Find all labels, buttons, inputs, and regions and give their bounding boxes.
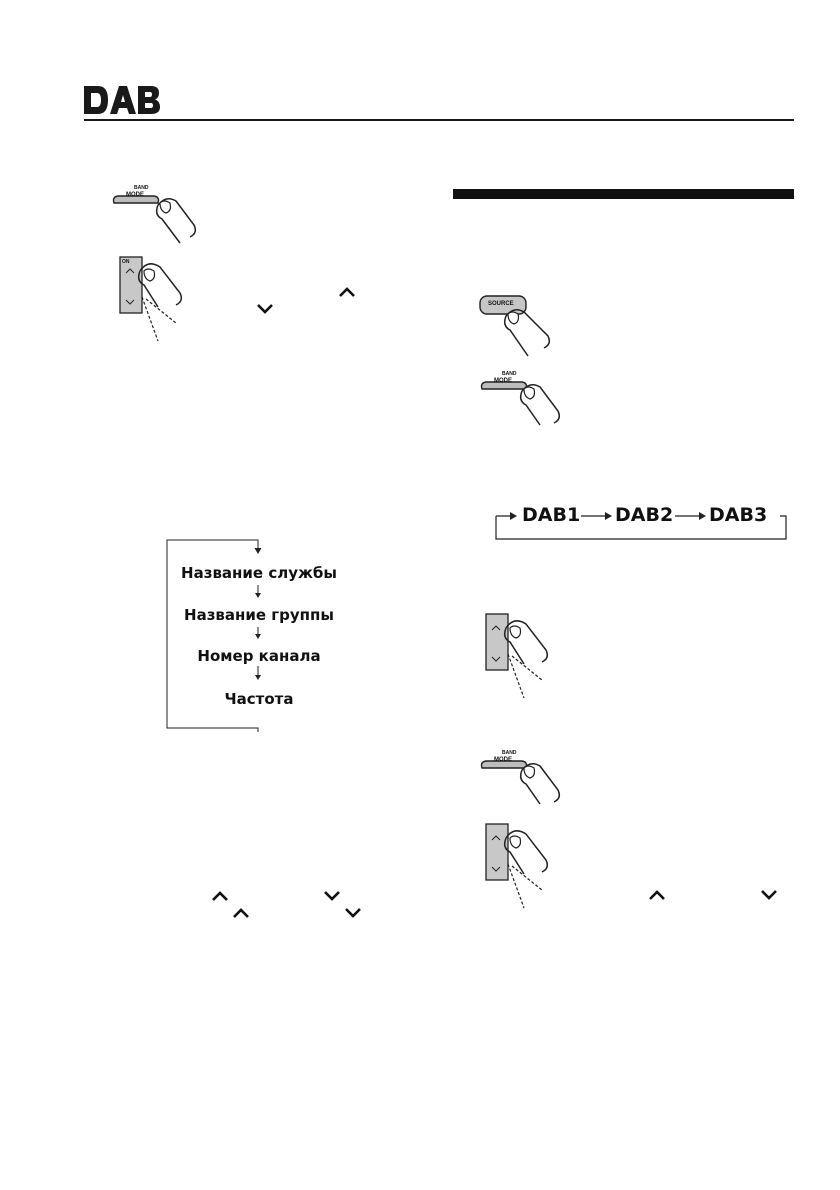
display-flow bbox=[0, 530, 420, 740]
finger-press-icon bbox=[118, 255, 188, 345]
flow-item-frequency: Частота bbox=[224, 690, 294, 708]
band-cycle-item: DAB1 bbox=[522, 504, 581, 526]
finger-press-icon bbox=[484, 822, 554, 912]
finger-press-icon bbox=[478, 748, 568, 808]
band-cycle bbox=[480, 495, 790, 545]
chevron-down-icon bbox=[256, 303, 274, 315]
chevron-down-icon bbox=[344, 907, 362, 919]
mode-label: MODE bbox=[126, 192, 144, 198]
seek-button[interactable] bbox=[118, 255, 188, 345]
band-mode-button[interactable] bbox=[110, 185, 200, 245]
seek-button[interactable] bbox=[484, 822, 554, 912]
mode-label: MODE bbox=[494, 757, 512, 763]
chevron-up-icon bbox=[211, 890, 229, 902]
finger-press-icon bbox=[478, 365, 568, 425]
band-small-label: BAND bbox=[502, 371, 517, 377]
flow-loop-lines bbox=[0, 530, 420, 740]
band-cycle-item: DAB3 bbox=[709, 504, 768, 526]
flow-item-channel-number: Номер канала bbox=[197, 647, 321, 665]
source-button[interactable] bbox=[476, 292, 556, 358]
finger-press-icon bbox=[484, 612, 554, 702]
band-small-label: BAND bbox=[502, 750, 517, 756]
band-mode-button[interactable] bbox=[478, 748, 568, 808]
band-small-label: BAND bbox=[134, 185, 149, 191]
section-heading-bar bbox=[453, 189, 794, 199]
on-label: ON bbox=[122, 259, 130, 265]
chevron-down-icon bbox=[760, 889, 778, 901]
chevron-up-icon bbox=[648, 889, 666, 901]
chevron-down-icon bbox=[323, 890, 341, 902]
seek-button[interactable] bbox=[484, 612, 554, 702]
finger-press-icon bbox=[110, 185, 200, 245]
header bbox=[0, 0, 840, 125]
band-mode-button[interactable] bbox=[478, 365, 568, 425]
flow-item-ensemble-name: Название группы bbox=[184, 606, 334, 624]
dab-logo bbox=[84, 86, 160, 114]
chevron-up-icon bbox=[338, 286, 356, 298]
source-label: SOURCE bbox=[488, 301, 514, 307]
flow-item-service-name: Название службы bbox=[181, 564, 337, 582]
band-cycle-item: DAB2 bbox=[615, 504, 674, 526]
header-rule bbox=[84, 119, 794, 121]
mode-label: MODE bbox=[494, 378, 512, 384]
chevron-up-icon bbox=[232, 907, 250, 919]
